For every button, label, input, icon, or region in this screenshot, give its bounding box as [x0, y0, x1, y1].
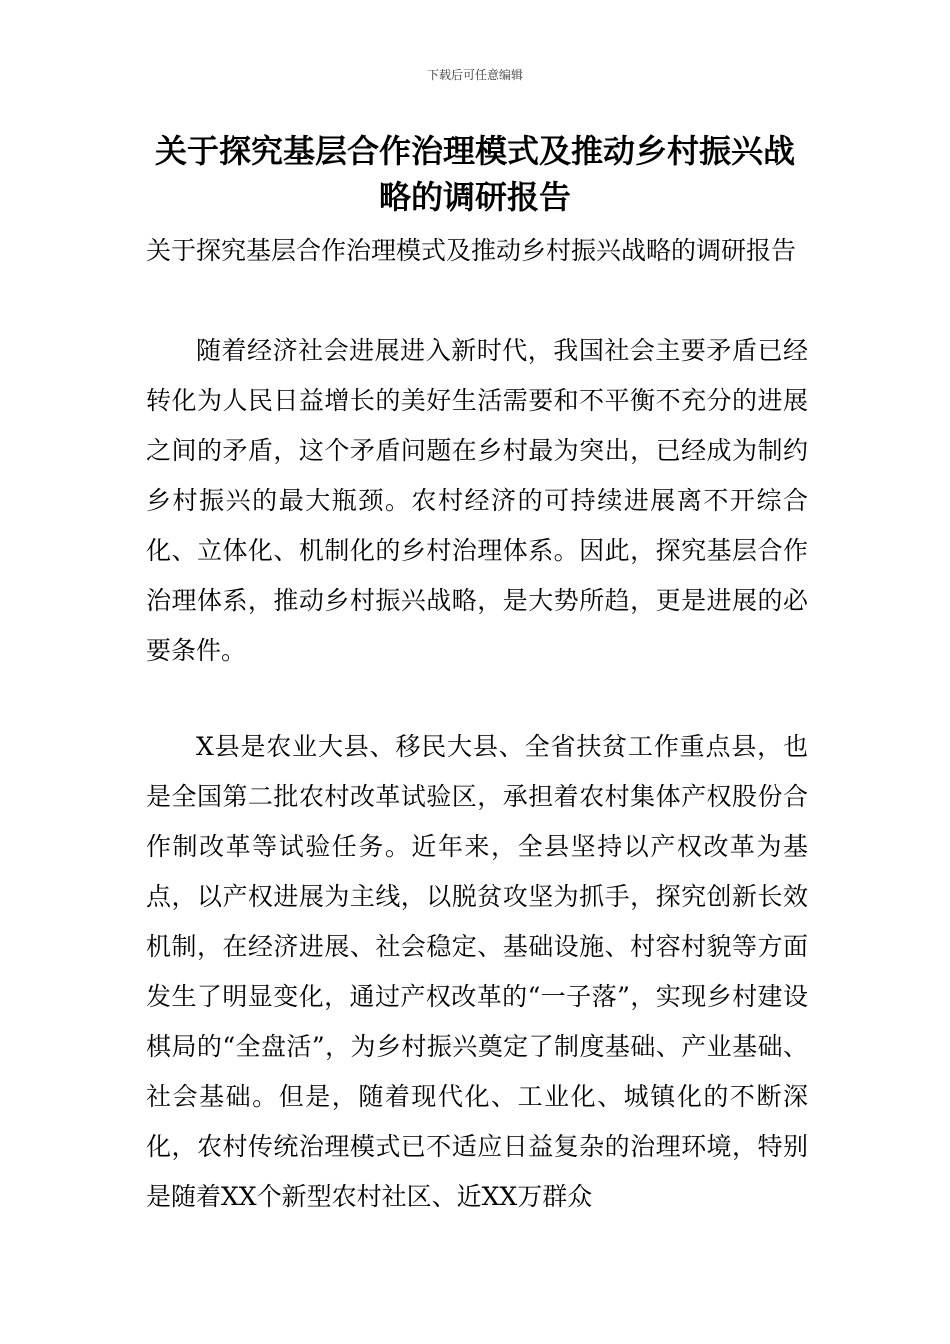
- header-note: 下载后可任意编辑: [426, 68, 523, 82]
- document-subtitle: 关于探究基层合作治理模式及推动乡村振兴战略的调研报告: [146, 236, 797, 265]
- document-title: 关于探究基层合作治理模式及推动乡村振兴战略的调研报告: [154, 132, 795, 216]
- body-paragraph-2: X县是农业大县、移民大县、全省扶贫工作重点县，也是全国第二批农村改革试验区，承担着农村集体产权股份合作制改革等试验任务。近年来，全县坚持以产权改革为基点，以产权进展为主线，以脱贫攻坚为抓手，探究创新长效机制，在经济进展、社会稳定、基础设施、村容村貌等方面发生了明显变化，通过产权改革的“一子落”，实现乡村建设棋局的“全盘活”，为乡村振兴奠定了制度基础、产业基础、社会基础。但是，随着现代化、工业化、城镇化的不断深化，农村传统治理模式已不适应日益复杂的治理环境，特别是随着XX个新型农村社区、近XX万群众: [146, 732, 808, 1211]
- body-paragraph-1: 随着经济社会进展进入新时代，我国社会主要矛盾已经转化为人民日益增长的美好生活需要和不平衡不充分的进展之间的矛盾，这个矛盾问题在乡村最为突出，已经成为制约乡村振兴的最大瓶颈。农村经济的可持续进展离不开综合化、立体化、机制化的乡村治理体系。因此，探究基层合作治理体系，推动乡村振兴战略，是大势所趋，更是进展的必要条件。: [146, 336, 808, 665]
